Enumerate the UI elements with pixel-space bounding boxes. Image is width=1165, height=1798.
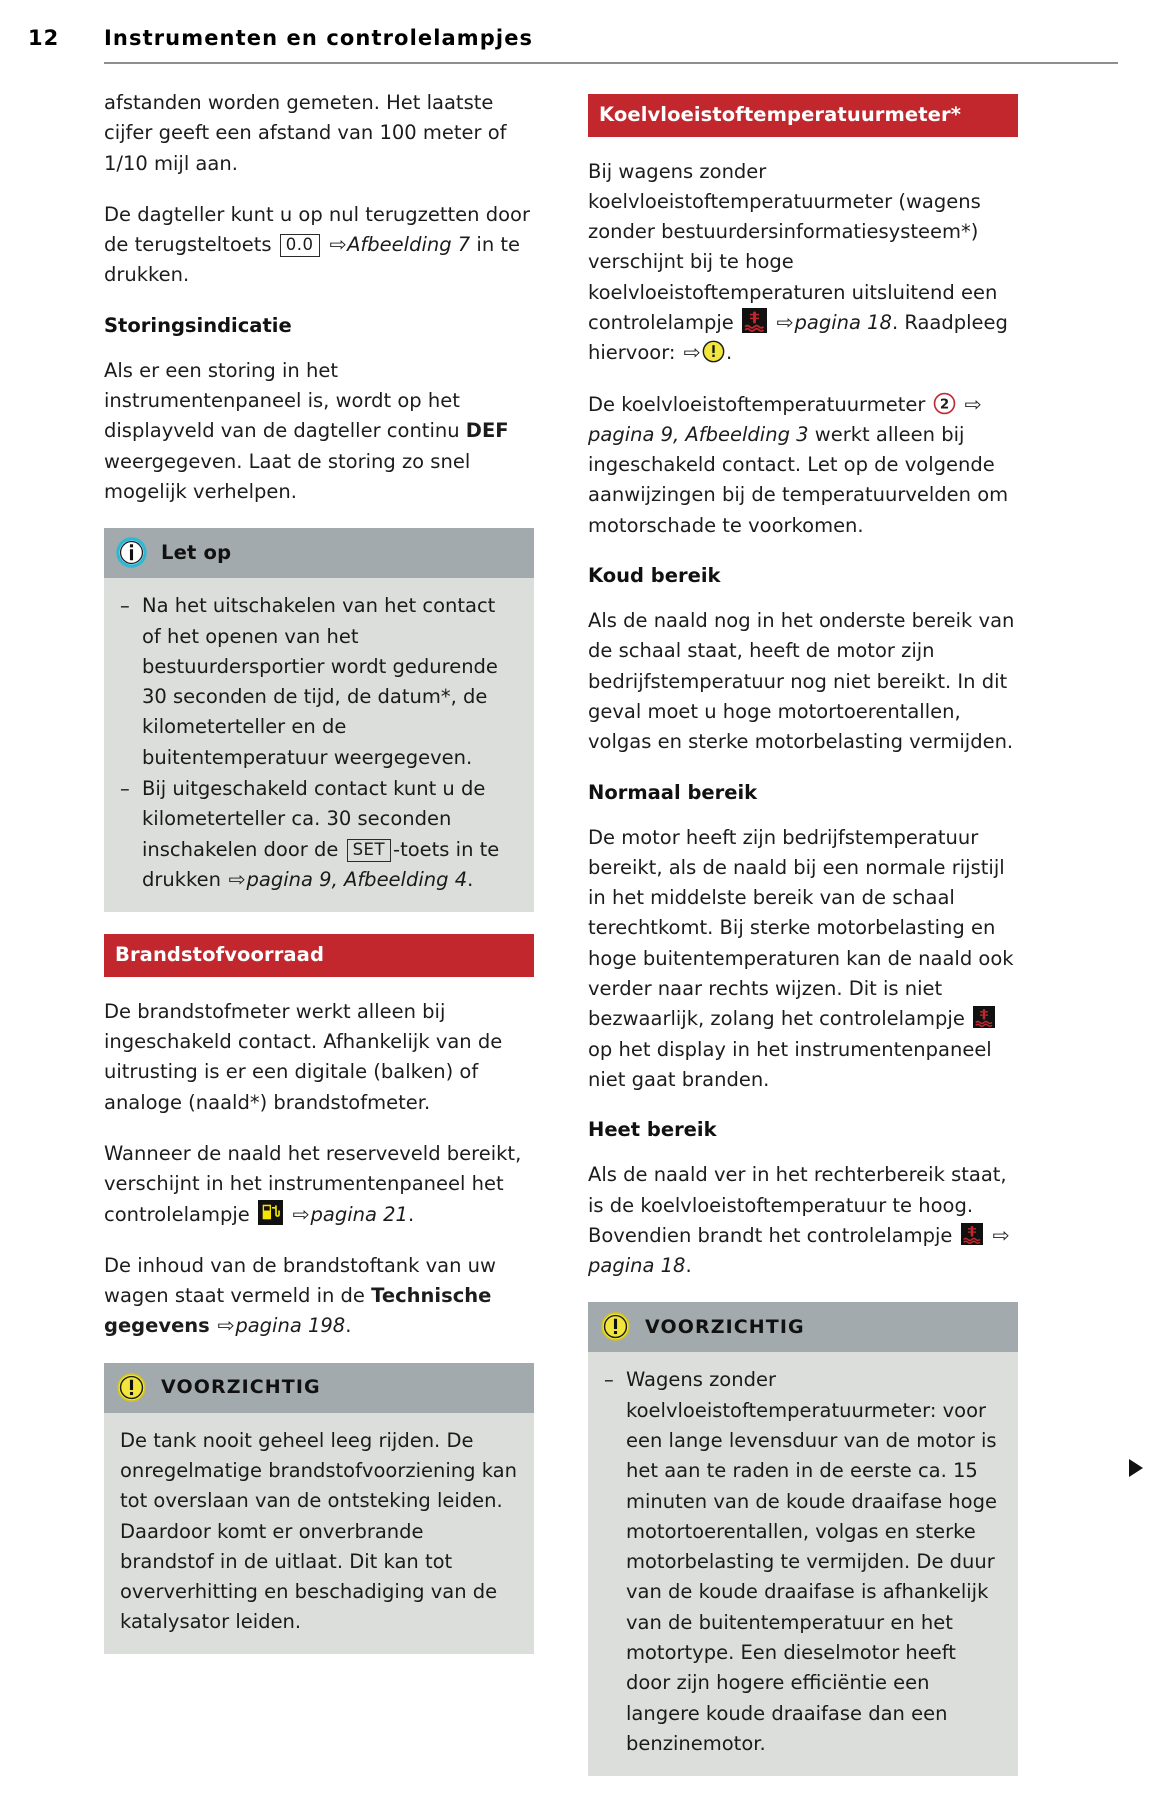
storing-code-def: DEF [465,419,509,443]
paragraph-tankinhoud [104,1251,534,1342]
caution-box-header [588,1302,1018,1352]
arrow-icon: ⇨ [992,1223,1010,1247]
tankinhoud-suffix: . [345,1314,352,1338]
caution-exclamation-icon [116,1372,147,1403]
heading-normaal-bereik: Normaal bereik [588,780,758,804]
arrow-icon: ⇨ [292,1202,310,1226]
note-bullet-list [120,591,518,895]
caution-box-body [104,1413,534,1654]
paragraph-brandstofmeter [104,997,534,1118]
paragraph-normaal-bereik [588,823,1018,1096]
caution-box-header [104,1363,534,1413]
normaal-bereik-prefix: De motor heeft zijn bedrijfstemperatuur bereikt, als de naald bij een normale rijstijl in het middelste bereik van de schaal terechtkomt. Bij sterke motorbelasting en hoge buitentemperaturen kan de naald ook verder naar rechts wijzen. Dit is niet bezwaarlijk, zolang het controlelampje [588,825,1014,1031]
note-box-body [104,578,534,912]
note-bullet-1: – Na het uitschakelen van het contact of het openen van het bestuurdersportier wordt gedurende 30 seconden de tijd, de datum*, de kilometerteller en de buitentemperatuur weergegeven. [120,591,518,773]
right-column [588,88,1018,1798]
caution-box-title: VOORZICHTIG [645,1315,805,1338]
paragraph-distance-text: afstanden worden gemeten. Het laatste cijfer geeft een afstand van 100 meter of 1/10 mijl aan. [104,91,507,175]
cross-reference-pagina-21[interactable]: pagina 21 [310,1202,408,1226]
meter-werking-suffix: werkt alleen bij ingeschakeld contact. Let op de volgende aanwijzingen bij de temperatuurvelden om motorschade te voorkomen. [588,422,1009,537]
paragraph-distance [104,88,534,179]
coolant-temperature-warning-icon [961,1223,983,1245]
cross-reference-pagina-18[interactable]: pagina 18 [588,1254,686,1278]
heet-bereik-suffix: . [685,1254,692,1278]
caution-box-title: VOORZICHTIG [161,1376,321,1399]
trip-reset-prefix: De dagteller kunt u op nul terugzetten door de terugsteltoets [104,202,530,257]
arrow-icon: ⇨ [683,341,701,365]
coolant-temperature-warning-icon [742,308,767,333]
keycap-zero-zero[interactable]: 0.0 [280,234,320,257]
cross-reference-pagina-9[interactable]: pagina 9, Afbeelding 4 [246,867,468,891]
note-bullet-2-middle: -toets in te drukken [142,837,500,891]
note-bullet-2-suffix: . [467,867,474,891]
trip-reset-suffix: in te drukken. [104,233,521,287]
page-header [0,26,1165,70]
paragraph-heet-bereik [588,1160,1018,1281]
left-column [104,88,534,1676]
arrow-icon: ⇨ [776,310,794,334]
note-box-title: Let op [161,541,232,565]
tankinhoud-prefix: De inhoud van de brandstoftank van uw wagen staat vermeld in de [104,1253,496,1308]
section-bar-koelvloeistoftemperatuurmeter: Koelvloeistoftemperatuurmeter* [588,94,1018,137]
page-number: 12 [28,26,60,50]
heading-heet-bereik: Heet bereik [588,1118,717,1142]
continuation-triangle-icon [1129,1459,1143,1477]
circled-number-2-icon [933,392,956,415]
storing-suffix: weergegeven. Laat de storing zo snel mogelijk verhelpen. [104,449,471,503]
keycap-set[interactable]: SET [347,839,391,862]
heading-koud-bereik: Koud bereik [588,564,721,588]
heading-storingsindicatie: Storingsindicatie [104,313,292,337]
technische-gegevens-bold: Technische gegevens [104,1284,492,1338]
paragraph-storing [104,356,534,507]
caution-box-koude-draaifase [588,1302,1018,1776]
zonder-meter-suffix: . [725,341,733,365]
section-bar-brandstofvoorraad: Brandstofvoorraad [104,934,534,977]
caution-exclamation-icon [702,340,725,363]
normaal-bereik-suffix: op het display in het instrumentenpaneel niet gaat branden. [588,1037,992,1091]
note-bullet-2 [120,774,518,895]
paragraph-zonder-meter [588,157,1018,369]
caution-bullet-1: – Wagens zonder koelvloeistoftemperatuurmeter: voor een lange levensduur van de motor is het aan te raden in de eerste ca. 15 minuten van de koude draaifase hoge motortoerentallen, volgas en sterke motorbelasting te vermijden. De duur van de koude draaifase is afhankelijk van de buitentemperatuur en het motortype. Een dieselmotor heeft door zijn hogere efficiëntie een langere koude draaifase dan een benzinemotor. [604,1365,1002,1759]
paragraph-meter-werking [588,390,1018,541]
note-bullet-2-prefix: Bij uitgeschakeld contact kunt u de kilometerteller ca. 30 seconden inschakelen door de [142,777,486,861]
arrow-icon: ⇨ [228,867,246,891]
arrow-icon: ⇨ [217,1314,235,1338]
heet-bereik-prefix: Als de naald ver in het rechterbereik staat, is de koelvloeistoftemperatuur te hoog. Bovendien brandt het controlelampje [588,1163,1007,1247]
note-box-header [104,528,534,578]
caution-bullet-list [604,1365,1002,1759]
zonder-meter-middle: . Raadpleeg hiervoor: [588,310,1008,365]
reserve-prefix: Wanneer de naald het reserveveld bereikt, verschijnt in het instrumentenpaneel het controlelampje [104,1141,522,1226]
meter-werking-prefix: De koelvloeistoftemperatuurmeter [588,392,932,416]
paragraph-trip-reset [104,200,534,291]
coolant-temperature-warning-icon [973,1006,995,1028]
note-box-let-op [104,528,534,912]
cross-reference-pagina-9-afbeelding-3[interactable]: pagina 9, Afbeelding 3 [588,422,809,446]
paragraph-reserve [104,1139,534,1230]
cross-reference-afbeelding-7[interactable]: Afbeelding 7 [347,233,471,257]
caution-box-tank [104,1363,534,1654]
header-divider [104,62,1118,64]
caution-exclamation-icon [600,1311,631,1342]
svg-text:2: 2 [939,396,949,412]
running-head: Instrumenten en controlelampjes [104,26,534,50]
arrow-icon: ⇨ [964,392,982,416]
storing-prefix: Als er een storing in het instrumentenpaneel is, wordt op het displayveld van de dagteller continu [104,358,466,443]
reserve-suffix: . [407,1202,415,1226]
paragraph-koud-bereik: Als de naald nog in het onderste bereik van de schaal staat, heeft de motor zijn bedrijfstemperatuur nog niet bereikt. In dit geval moet u hoge motortoerentallen, volgas en sterke motorbelasting vermijden. [588,609,1015,754]
cross-reference-pagina-18[interactable]: pagina 18 [794,310,892,334]
fuel-pump-warning-icon [258,1200,283,1225]
cross-reference-pagina-198[interactable]: pagina 198 [235,1314,346,1338]
zonder-meter-prefix: Bij wagens zonder koelvloeistoftemperatuurmeter (wagens zonder bestuurdersinformatiesysteem*) verschijnt bij te hoge koelvloeistoftemperaturen uitsluitend een controlelampje [588,159,998,334]
brandstofmeter-text: De brandstofmeter werkt alleen bij ingeschakeld contact. Afhankelijk van de uitrusting is er een digitale (balken) of analoge (naald*) brandstofmeter. [104,999,503,1114]
arrow-icon: ⇨ [329,233,347,257]
caution-box-body [588,1352,1018,1776]
info-circle-icon [116,537,147,568]
caution-text: De tank nooit geheel leeg rijden. De onregelmatige brandstofvoorziening kan tot overslaan van de ontsteking leiden. Daardoor komt er onverbrande brandstof in de uitlaat. Dit kan tot oververhitting en beschadiging van de katalysator leiden. [120,1428,517,1634]
